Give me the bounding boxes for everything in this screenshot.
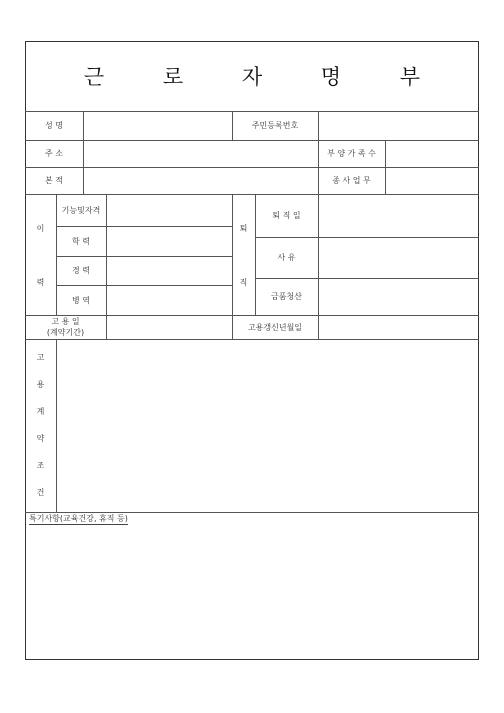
history-label-bottom: 력: [36, 277, 45, 287]
conditions-label-char: 건: [36, 488, 45, 497]
dependents-label: 부 양 가 족 수: [327, 149, 376, 158]
special-notes-field[interactable]: [26, 526, 478, 659]
reason-label: 사 유: [277, 253, 296, 262]
reason-field[interactable]: [319, 238, 478, 277]
renewal-date-field[interactable]: [319, 316, 478, 338]
retire-label-bottom: 직: [239, 277, 248, 287]
divider: [25, 512, 479, 513]
education-label: 학 력: [72, 236, 90, 246]
history-label-top: 이: [36, 223, 45, 233]
conditions-label-char: 고: [36, 353, 45, 362]
career-label: 경 력: [72, 266, 90, 275]
skills-field[interactable]: [107, 195, 231, 225]
settlement-label: 금품청산: [271, 292, 302, 301]
military-field[interactable]: [107, 286, 231, 314]
retire-date-label: 퇴 직 일: [272, 211, 301, 220]
dependents-field[interactable]: [386, 141, 478, 166]
contract-period-label: (계약기간): [46, 328, 85, 337]
name-field[interactable]: [84, 112, 231, 139]
career-field[interactable]: [107, 257, 231, 284]
form-title: 근 로 자 명 부: [83, 65, 447, 89]
settlement-field[interactable]: [319, 279, 478, 314]
duty-label: 종 사 업 무: [332, 176, 371, 185]
origin-label: 본 적: [45, 176, 63, 185]
conditions-field[interactable]: [57, 340, 478, 511]
military-label: 병 역: [72, 295, 90, 305]
address-label: 주 소: [45, 149, 63, 158]
duty-field[interactable]: [386, 168, 478, 193]
conditions-label-char: 조: [36, 461, 45, 470]
retire-label-top: 퇴: [239, 223, 248, 233]
conditions-label-char: 용: [36, 380, 45, 389]
resident-no-field[interactable]: [319, 112, 478, 139]
hire-date-field[interactable]: [107, 316, 231, 338]
resident-no-label: 주민등록번호: [251, 121, 299, 130]
education-field[interactable]: [107, 227, 231, 255]
special-notes-label: 특기사항(교육건강, 휴직 등): [29, 514, 128, 523]
conditions-label-char: 계: [36, 407, 45, 416]
divider: [232, 194, 233, 315]
retire-date-field[interactable]: [319, 195, 478, 236]
conditions-label-char: 약: [36, 434, 45, 443]
address-field[interactable]: [84, 141, 317, 166]
hire-date-label: 고 용 일: [51, 317, 80, 326]
origin-field[interactable]: [84, 168, 317, 193]
name-label: 성 명: [45, 121, 63, 130]
skills-label: 기능및자격: [61, 205, 101, 215]
renewal-date-label: 고용갱신년월일: [247, 322, 303, 332]
